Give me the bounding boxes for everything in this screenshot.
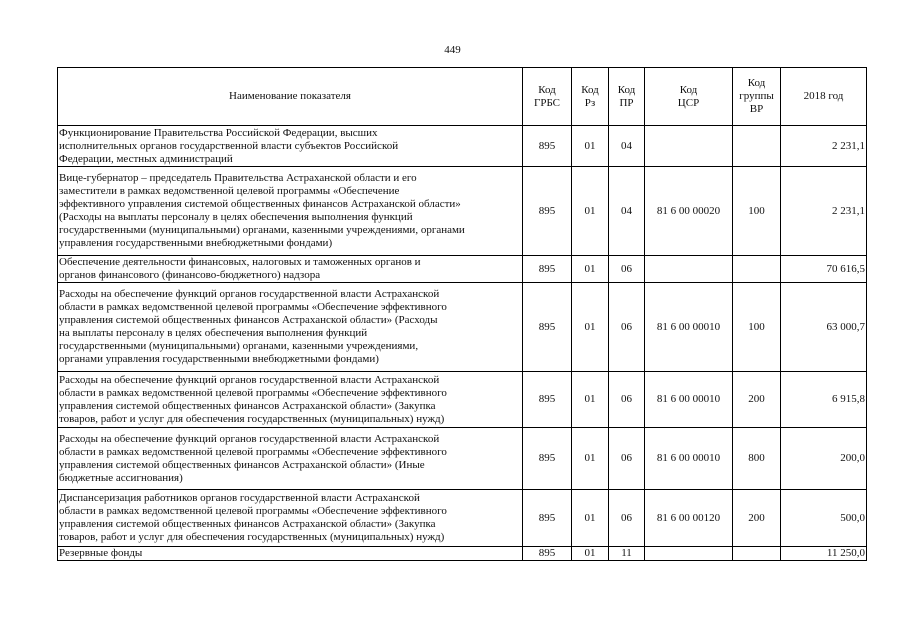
cell-name-line: товаров, работ и услуг для обеспечения государственных (муниципальных) нужд): [59, 412, 445, 425]
table-row: [58, 167, 867, 256]
cell-grbs: 895: [523, 126, 572, 167]
cell-name-line: Расходы на обеспечение функций органов государственной власти Астраханской: [59, 288, 440, 300]
cell-amount: 63 000,7: [781, 283, 867, 372]
cell-name: [58, 126, 523, 167]
cell-csr: [645, 547, 733, 561]
cell-name-line: Обеспечение деятельности финансовых, налоговых и таможенных органов и: [59, 256, 421, 268]
cell-rz: 01: [572, 547, 609, 561]
cell-name-line: Расходы на обеспечение функций органов государственной власти Астраханской: [59, 432, 440, 445]
cell-rz: 01: [572, 372, 609, 428]
cell-name-line: управления системой общественных финансов Астраханской области» (Закупка: [59, 518, 436, 530]
cell-name: [58, 167, 523, 256]
cell-name-line: товаров, работ и услуг для обеспечения государственных (муниципальных) нужд): [59, 531, 445, 543]
table-row: [58, 490, 867, 547]
cell-vr: 100: [733, 283, 781, 372]
cell-rz: 01: [572, 126, 609, 167]
cell-rz: 01: [572, 490, 609, 547]
cell-pr: 06: [609, 283, 645, 372]
cell-amount: 200,0: [781, 428, 867, 490]
cell-amount: 2 231,1: [781, 126, 867, 167]
table-row: [58, 428, 867, 490]
cell-pr: 11: [609, 547, 645, 561]
cell-vr: [733, 256, 781, 283]
cell-vr: 200: [733, 372, 781, 428]
cell-vr: 800: [733, 428, 781, 490]
cell-csr: 81 6 00 00010: [645, 428, 733, 490]
table-row: [58, 547, 867, 561]
table-row: [58, 372, 867, 428]
header-vr: Код группы ВР: [733, 68, 781, 126]
cell-csr: [645, 256, 733, 283]
cell-csr: 81 6 00 00010: [645, 372, 733, 428]
cell-name-line: управления системой общественных финансов Астраханской области» (Иные: [59, 458, 425, 471]
cell-pr: 04: [609, 167, 645, 256]
header-pr: Код ПР: [609, 68, 645, 126]
cell-name-line: области в рамках ведомственной целевой программы «Обеспечение эффективного: [59, 386, 447, 399]
cell-grbs: 895: [523, 167, 572, 256]
cell-grbs: 895: [523, 428, 572, 490]
cell-name: [58, 283, 523, 372]
header-rz: Код Рз: [572, 68, 609, 126]
cell-name-line: бюджетные ассигнования): [59, 471, 183, 484]
cell-name-line: управления системой общественных финансов Астраханской области» (Закупка: [59, 399, 436, 412]
cell-amount: 500,0: [781, 490, 867, 547]
cell-grbs: 895: [523, 490, 572, 547]
cell-amount: 11 250,0: [781, 547, 867, 561]
cell-name-line: (Расходы на выплаты персоналу в целях обеспечения выполнения функций: [59, 211, 413, 223]
cell-name: [58, 490, 523, 547]
cell-name-line: Вице-губернатор – председатель Правительства Астраханской области и его: [59, 172, 417, 184]
cell-pr: 04: [609, 126, 645, 167]
cell-pr: 06: [609, 490, 645, 547]
cell-name: [58, 372, 523, 428]
cell-vr: 100: [733, 167, 781, 256]
cell-pr: 06: [609, 428, 645, 490]
cell-pr: 06: [609, 372, 645, 428]
cell-name-line: области в рамках ведомственной целевой программы «Обеспечение эффективного: [59, 505, 447, 517]
cell-name-line: Диспансеризация работников органов государственной власти Астраханской: [59, 492, 420, 504]
cell-vr: [733, 126, 781, 167]
cell-name-line: управления государственными внебюджетными фондами): [59, 237, 333, 249]
cell-name: [58, 428, 523, 490]
cell-name-line: органами управления государственными внебюджетными фондами): [59, 353, 379, 365]
cell-amount: 70 616,5: [781, 256, 867, 283]
cell-name-line: заместители в рамках ведомственной целевой программы «Обеспечение: [59, 185, 400, 197]
header-name: Наименование показателя: [58, 68, 523, 126]
cell-name-line: на выплаты персоналу в целях обеспечения выполнения функций: [59, 327, 368, 339]
cell-grbs: 895: [523, 283, 572, 372]
cell-csr: 81 6 00 00120: [645, 490, 733, 547]
cell-rz: 01: [572, 428, 609, 490]
table-row: [58, 256, 867, 283]
cell-name-line: Федерации, местных администраций: [59, 152, 233, 165]
cell-name: [58, 547, 523, 561]
cell-grbs: 895: [523, 372, 572, 428]
cell-amount: 2 231,1: [781, 167, 867, 256]
cell-pr: 06: [609, 256, 645, 283]
cell-name-line: органов финансового (финансово-бюджетного) надзора: [59, 269, 321, 281]
cell-name-line: области в рамках ведомственной целевой программы «Обеспечение эффективного: [59, 445, 447, 458]
cell-rz: 01: [572, 256, 609, 283]
header-grbs: Код ГРБС: [523, 68, 572, 126]
cell-name-line: управления системой общественных финансов Астраханской области» (Расходы: [59, 314, 438, 326]
cell-name-line: государственными (муниципальными) органами, казенными учреждениями, органами: [59, 224, 465, 236]
cell-name-line: государственными (муниципальными) органами, казенными учреждениями,: [59, 340, 419, 352]
page-number: 449: [444, 44, 461, 56]
header-csr: Код ЦСР: [645, 68, 733, 126]
cell-rz: 01: [572, 283, 609, 372]
cell-name-line: эффективного управления системой общественных финансов Астраханской области»: [59, 198, 461, 210]
cell-csr: 81 6 00 00010: [645, 283, 733, 372]
table-header-row: [58, 68, 867, 126]
cell-name-line: Резервные фонды: [59, 547, 143, 559]
cell-name-line: области в рамках ведомственной целевой программы «Обеспечение эффективного: [59, 301, 447, 313]
cell-name-line: исполнительных органов государственной власти субъектов Российской: [59, 139, 399, 152]
cell-csr: 81 6 00 00020: [645, 167, 733, 256]
table-row: [58, 283, 867, 372]
cell-grbs: 895: [523, 256, 572, 283]
table-row: [58, 126, 867, 167]
cell-rz: 01: [572, 167, 609, 256]
cell-grbs: 895: [523, 547, 572, 561]
cell-vr: 200: [733, 490, 781, 547]
cell-vr: [733, 547, 781, 561]
cell-name: [58, 256, 523, 283]
cell-amount: 6 915,8: [781, 372, 867, 428]
cell-csr: [645, 126, 733, 167]
cell-name-line: Функционирование Правительства Российской Федерации, высших: [59, 126, 378, 139]
cell-name-line: Расходы на обеспечение функций органов государственной власти Астраханской: [59, 373, 440, 386]
budget-table: [57, 67, 867, 561]
header-year: 2018 год: [781, 68, 867, 126]
